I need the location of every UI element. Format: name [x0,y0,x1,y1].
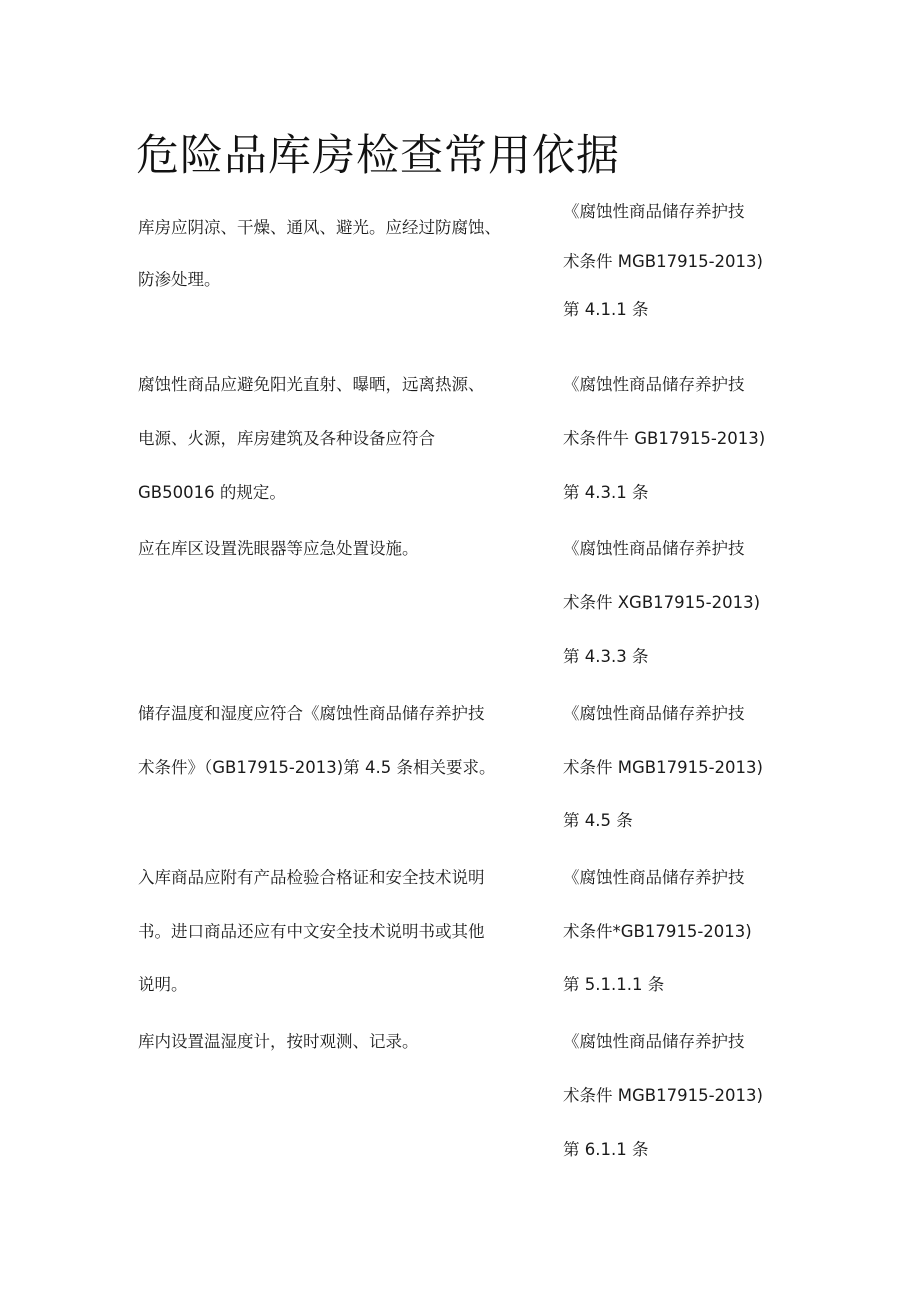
page-title: 危险品库房检查常用依据 [136,131,620,181]
reference-line: 术条件*GB17915-2013) [563,922,752,941]
requirement-line: 书。进口商品还应有中文安全技术说明书或其他 [138,922,485,941]
reference-line: 第 4.3.1 条 [563,483,649,502]
reference-line: 术条件牛 GB17915-2013) [563,429,766,448]
reference-line: 术条件 MGB17915-2013) [563,1086,763,1105]
reference-line: 《腐蚀性商品储存养护技 [563,868,745,887]
reference-line: 《腐蚀性商品储存养护技 [563,375,745,394]
reference-line: 《腐蚀性商品储存养护技 [563,704,745,723]
reference-line: 《腐蚀性商品储存养护技 [563,202,745,221]
requirement-line: 术条件》（GB17915-2013)第 4.5 条相关要求。 [138,758,496,777]
reference-line: 《腐蚀性商品储存养护技 [563,539,745,558]
requirement-line: 库房应阴凉、干燥、通风、避光。应经过防腐蚀、 [138,218,501,237]
reference-line: 术条件 MGB17915-2013) [563,252,763,271]
reference-line: 第 4.1.1 条 [563,300,649,319]
reference-line: 《腐蚀性商品储存养护技 [563,1032,745,1051]
requirement-line: 电源、火源，库房建筑及各种设备应符合 [138,429,435,448]
requirement-line: 说明。 [138,975,188,994]
requirement-line: 腐蚀性商品应避免阳光直射、曝晒，远离热源、 [138,375,485,394]
requirement-line: 应在库区设置洗眼器等应急处置设施。 [138,539,419,558]
requirement-line: 防渗处理。 [138,270,221,289]
requirement-line: 储存温度和湿度应符合《腐蚀性商品储存养护技 [138,704,485,723]
reference-line: 第 4.5 条 [563,811,633,830]
reference-line: 第 6.1.1 条 [563,1140,649,1159]
reference-line: 第 4.3.3 条 [563,647,649,666]
requirement-line: 库内设置温湿度计，按时观测、记录。 [138,1032,419,1051]
requirement-line: 入库商品应附有产品检验合格证和安全技术说明 [138,868,485,887]
reference-line: 术条件 XGB17915-2013) [563,593,761,612]
reference-line: 第 5.1.1.1 条 [563,975,665,994]
reference-line: 术条件 MGB17915-2013) [563,758,763,777]
requirement-line: GB50016 的规定。 [138,483,286,502]
